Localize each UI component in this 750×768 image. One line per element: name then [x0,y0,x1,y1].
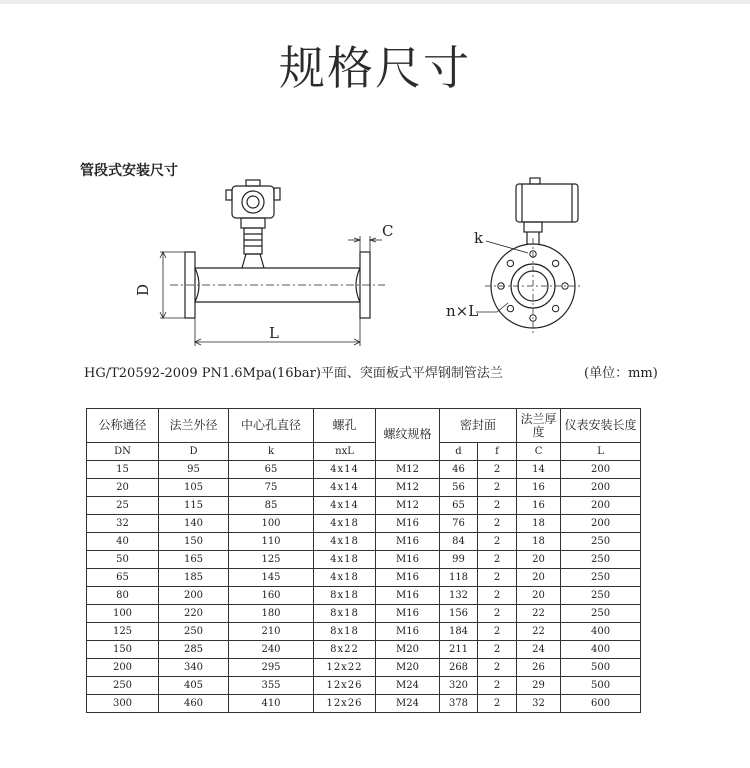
symbol-seal-f: f [478,443,517,461]
table-cell: 24 [517,641,561,659]
table-cell: 250 [87,677,159,695]
standard-text: HG/T20592-2009 PN1.6Mpa(16bar)平面、突面板式平焊钢制管法兰 [84,366,503,381]
table-cell: 378 [440,695,478,713]
table-cell: 250 [561,587,641,605]
table-cell: 2 [478,677,517,695]
table-cell: 40 [87,533,159,551]
table-cell: M16 [376,569,440,587]
table-row [87,461,641,479]
table-cell: 200 [561,515,641,533]
table-cell: 26 [517,659,561,677]
table-cell: 18 [517,515,561,533]
table-cell: 100 [229,515,314,533]
table-cell: 50 [87,551,159,569]
table-cell: 150 [87,641,159,659]
header-k: 中心孔直径 [229,409,314,443]
table-cell: 160 [229,587,314,605]
table-cell: M16 [376,551,440,569]
table-cell: 250 [561,605,641,623]
spec-table [86,408,641,713]
table-cell: 8x18 [314,587,376,605]
table-cell: M20 [376,659,440,677]
table-cell: 400 [561,641,641,659]
label-C: C [382,222,394,240]
symbol-dn: DN [87,443,159,461]
table-cell: M16 [376,515,440,533]
table-cell: 14 [517,461,561,479]
table-cell: 2 [478,497,517,515]
standard-line [84,362,684,381]
table-header-row [87,409,641,443]
table-cell: 300 [87,695,159,713]
header-length: 仪表安装长度 [561,409,641,443]
table-cell: 2 [478,461,517,479]
table-symbol-row [87,443,641,461]
table-cell: M12 [376,497,440,515]
table-cell: 410 [229,695,314,713]
table-cell: 2 [478,515,517,533]
table-cell: 355 [229,677,314,695]
table-cell: 268 [440,659,478,677]
table-cell: 285 [159,641,229,659]
table-cell: 84 [440,533,478,551]
table-cell: M12 [376,461,440,479]
table-cell: M24 [376,677,440,695]
table-cell: 4x18 [314,551,376,569]
table-cell: 22 [517,623,561,641]
table-cell: 105 [159,479,229,497]
table-cell: 2 [478,641,517,659]
table-cell: 18 [517,533,561,551]
table-row [87,641,641,659]
header-d-outer: 法兰外径 [159,409,229,443]
table-cell: 16 [517,497,561,515]
table-cell: 4x14 [314,461,376,479]
table-cell: 2 [478,695,517,713]
table-cell: 100 [87,605,159,623]
table-cell: 220 [159,605,229,623]
table-cell: 240 [229,641,314,659]
symbol-bolt: nxL [314,443,376,461]
symbol-k: k [229,443,314,461]
table-cell: 2 [478,605,517,623]
table-cell: 20 [87,479,159,497]
table-cell: M16 [376,533,440,551]
table-cell: 8x22 [314,641,376,659]
table-cell: 2 [478,587,517,605]
table-cell: 65 [87,569,159,587]
table-cell: 56 [440,479,478,497]
label-D: D [134,283,152,297]
table-cell: 250 [561,551,641,569]
label-L: L [269,324,279,342]
table-cell: 132 [440,587,478,605]
table-row [87,695,641,713]
symbol-d-outer: D [159,443,229,461]
table-cell: 405 [159,677,229,695]
table-cell: 320 [440,677,478,695]
table-row [87,623,641,641]
table-cell: 46 [440,461,478,479]
table-cell: 500 [561,659,641,677]
section-title: 管段式安装尺寸 [80,163,178,179]
table-cell: M16 [376,623,440,641]
table-cell: 16 [517,479,561,497]
table-cell: 99 [440,551,478,569]
table-cell: 4x14 [314,479,376,497]
table-row [87,587,641,605]
table-cell: 150 [159,533,229,551]
table-cell: M16 [376,605,440,623]
table-cell: 20 [517,569,561,587]
symbol-thickness: C [517,443,561,461]
table-cell: 211 [440,641,478,659]
symbol-seal-d: d [440,443,478,461]
table-cell: 29 [517,677,561,695]
table-row [87,497,641,515]
table-cell: 2 [478,551,517,569]
table-cell: 12x22 [314,659,376,677]
table-row [87,659,641,677]
table-cell: 200 [87,659,159,677]
header-bolt: 螺孔 [314,409,376,443]
table-cell: 12x26 [314,677,376,695]
table-cell: M12 [376,479,440,497]
table-cell: 8x18 [314,605,376,623]
table-cell: 76 [440,515,478,533]
table-cell: 85 [229,497,314,515]
header-thickness: 法兰厚度 [517,409,561,443]
table-cell: 250 [561,569,641,587]
header-dn: 公称通径 [87,409,159,443]
table-row [87,515,641,533]
table-cell: 22 [517,605,561,623]
table-cell: 4x14 [314,497,376,515]
table-cell: 185 [159,569,229,587]
label-k: k [474,229,484,247]
table-cell: 4x18 [314,533,376,551]
table-cell: 165 [159,551,229,569]
table-cell: 110 [229,533,314,551]
table-cell: 80 [87,587,159,605]
table-cell: 500 [561,677,641,695]
table-cell: 200 [561,497,641,515]
table-cell: 8x18 [314,623,376,641]
table-cell: 156 [440,605,478,623]
table-cell: 460 [159,695,229,713]
table-row [87,569,641,587]
table-cell: 184 [440,623,478,641]
table-cell: 145 [229,569,314,587]
table-cell: M16 [376,587,440,605]
table-cell: M20 [376,641,440,659]
table-row [87,479,641,497]
installation-drawing [0,0,750,360]
table-cell: 200 [159,587,229,605]
table-cell: 2 [478,623,517,641]
table-cell: 400 [561,623,641,641]
table-cell: 250 [159,623,229,641]
table-cell: 4x18 [314,569,376,587]
table-cell: 118 [440,569,478,587]
table-cell: 340 [159,659,229,677]
table-cell: 200 [561,461,641,479]
table-cell: 65 [440,497,478,515]
label-nxl: n×L [446,302,479,320]
table-cell: 20 [517,551,561,569]
table-cell: 200 [561,479,641,497]
table-cell: 115 [159,497,229,515]
table-cell: 12x26 [314,695,376,713]
table-cell: 4x18 [314,515,376,533]
table-row [87,605,641,623]
table-cell: 295 [229,659,314,677]
table-cell: 140 [159,515,229,533]
table-cell: 15 [87,461,159,479]
table-cell: 600 [561,695,641,713]
unit-label: (单位：mm) [584,366,658,381]
table-row [87,551,641,569]
table-row [87,533,641,551]
table-cell: 125 [229,551,314,569]
table-cell: 2 [478,569,517,587]
table-cell: 32 [517,695,561,713]
table-cell: 2 [478,479,517,497]
header-seal: 密封面 [440,409,517,443]
table-row [87,677,641,695]
table-cell: 32 [87,515,159,533]
page-title: 规格尺寸 [279,41,471,95]
table-cell: 25 [87,497,159,515]
table-cell: 20 [517,587,561,605]
table-cell: 65 [229,461,314,479]
table-cell: 125 [87,623,159,641]
table-cell: 210 [229,623,314,641]
table-cell: 250 [561,533,641,551]
table-cell: 2 [478,533,517,551]
header-thread: 螺纹规格 [376,409,440,461]
table-cell: 180 [229,605,314,623]
table-cell: 2 [478,659,517,677]
table-cell: M24 [376,695,440,713]
table-cell: 75 [229,479,314,497]
symbol-length: L [561,443,641,461]
table-cell: 95 [159,461,229,479]
